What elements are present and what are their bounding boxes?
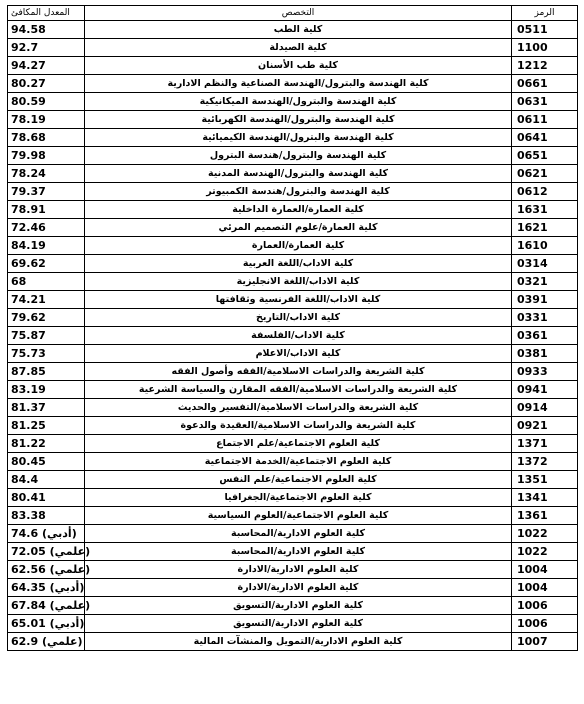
table-row	[8, 291, 578, 309]
cell-code: 0921	[512, 417, 578, 435]
cell-code: 0661	[512, 75, 578, 93]
cell-average: 84.19	[8, 237, 85, 255]
cell-average: 78.68	[8, 129, 85, 147]
cell-average: 79.98	[8, 147, 85, 165]
cell-code: 0612	[512, 183, 578, 201]
table-row	[8, 561, 578, 579]
cell-average: 68	[8, 273, 85, 291]
cell-code: 0314	[512, 255, 578, 273]
table-row	[8, 579, 578, 597]
cell-specialization: كلية الشريعة والدراسات الاسلامية/العقيدة والدعوة	[85, 417, 512, 435]
cell-code: 0391	[512, 291, 578, 309]
table-row	[8, 489, 578, 507]
table-row	[8, 273, 578, 291]
cell-specialization: كلية العلوم الادارية/المحاسبة	[85, 543, 512, 561]
cell-specialization: كلية الهندسة والبترول/الهندسة الصناعية والنظم الادارية	[85, 75, 512, 93]
cell-specialization: كلية الاداب/التاريخ	[85, 309, 512, 327]
cell-average: 74.21	[8, 291, 85, 309]
table-row	[8, 417, 578, 435]
cell-average: 94.58	[8, 21, 85, 39]
table-row	[8, 201, 578, 219]
cell-specialization: كلية العلوم الادارية/الادارة	[85, 561, 512, 579]
cell-specialization: كلية الهندسة والبترول/هندسة الكمبيوتر	[85, 183, 512, 201]
cell-specialization: كلية العمارة/العمارة	[85, 237, 512, 255]
cell-specialization: كلية العلوم الاجتماعية/علم الاجتماع	[85, 435, 512, 453]
cell-average: 74.6 (أدبي)	[8, 525, 85, 543]
cell-average: 80.27	[8, 75, 85, 93]
cell-specialization: كلية الشريعة والدراسات الاسلامية/التفسير والحديث	[85, 399, 512, 417]
cell-code: 0933	[512, 363, 578, 381]
cell-code: 0381	[512, 345, 578, 363]
table-row	[8, 597, 578, 615]
table-row	[8, 129, 578, 147]
cell-average: 84.4	[8, 471, 85, 489]
table-row	[8, 165, 578, 183]
cell-average: 80.45	[8, 453, 85, 471]
cell-specialization: كلية الشريعة والدراسات الاسلامية/الفقه وأصول الفقه	[85, 363, 512, 381]
cell-specialization: كلية الهندسة والبترول/الهندسة الميكانيكية	[85, 93, 512, 111]
cell-code: 1004	[512, 579, 578, 597]
cell-specialization: كلية العلوم الاجتماعية/الجغرافيا	[85, 489, 512, 507]
cell-code: 0941	[512, 381, 578, 399]
header-specialization: التخصص	[85, 6, 512, 21]
cell-average: 80.41	[8, 489, 85, 507]
table-row	[8, 39, 578, 57]
table-row	[8, 309, 578, 327]
cell-specialization: كلية الاداب/اللغة الانجليزية	[85, 273, 512, 291]
table-row	[8, 507, 578, 525]
cell-code: 0511	[512, 21, 578, 39]
cell-code: 1022	[512, 525, 578, 543]
cell-specialization: كلية الصيدلة	[85, 39, 512, 57]
table-row	[8, 345, 578, 363]
header-row	[8, 6, 578, 21]
cell-code: 0621	[512, 165, 578, 183]
table-row	[8, 327, 578, 345]
cell-specialization: كلية الطب	[85, 21, 512, 39]
table-row	[8, 57, 578, 75]
cell-specialization: كلية الاداب/الاعلام	[85, 345, 512, 363]
cell-code: 0631	[512, 93, 578, 111]
header-code: الرمز	[512, 6, 578, 21]
cell-average: 81.22	[8, 435, 85, 453]
cell-average: 65.01 (أدبي)	[8, 615, 85, 633]
cell-code: 1361	[512, 507, 578, 525]
table-row	[8, 525, 578, 543]
table-row	[8, 237, 578, 255]
cell-specialization: كلية العلوم الادارية/الادارة	[85, 579, 512, 597]
cell-average: 62.9 (علمي)	[8, 633, 85, 651]
table-row	[8, 363, 578, 381]
cell-average: 62.56 (علمي)	[8, 561, 85, 579]
cell-average: 92.7	[8, 39, 85, 57]
cell-average: 81.25	[8, 417, 85, 435]
cell-code: 1006	[512, 597, 578, 615]
cell-average: 79.62	[8, 309, 85, 327]
table-row	[8, 615, 578, 633]
table-row	[8, 183, 578, 201]
cell-specialization: كلية العمارة/علوم التصميم المرئي	[85, 219, 512, 237]
table-row	[8, 255, 578, 273]
table-row	[8, 543, 578, 561]
cell-average: 94.27	[8, 57, 85, 75]
cell-code: 0361	[512, 327, 578, 345]
cell-code: 1007	[512, 633, 578, 651]
cell-specialization: كلية الشريعة والدراسات الاسلامية/الفقه المقارن والسياسة الشرعية	[85, 381, 512, 399]
cell-code: 0641	[512, 129, 578, 147]
table-row	[8, 471, 578, 489]
cell-specialization: كلية العلوم الاجتماعية/الخدمة الاجتماعية	[85, 453, 512, 471]
cell-average: 78.91	[8, 201, 85, 219]
cell-average: 67.84 (علمي)	[8, 597, 85, 615]
cell-specialization: كلية طب الأسنان	[85, 57, 512, 75]
cell-average: 80.59	[8, 93, 85, 111]
table-row	[8, 75, 578, 93]
cell-average: 81.37	[8, 399, 85, 417]
cell-code: 1610	[512, 237, 578, 255]
table-header	[8, 6, 578, 21]
cell-average: 83.19	[8, 381, 85, 399]
cell-average: 64.35 (أدبي)	[8, 579, 85, 597]
header-average: المعدل المكافئ	[8, 6, 85, 21]
table-row	[8, 219, 578, 237]
table-body	[8, 21, 578, 651]
cell-average: 78.24	[8, 165, 85, 183]
cell-specialization: كلية الهندسة والبترول/الهندسة المدنية	[85, 165, 512, 183]
table-row	[8, 399, 578, 417]
cell-code: 1004	[512, 561, 578, 579]
table-row	[8, 111, 578, 129]
cell-code: 1022	[512, 543, 578, 561]
cell-specialization: كلية العلوم الاجتماعية/العلوم السياسية	[85, 507, 512, 525]
cell-specialization: كلية العلوم الادارية/التسويق	[85, 597, 512, 615]
cell-code: 1371	[512, 435, 578, 453]
cell-code: 1100	[512, 39, 578, 57]
cell-specialization: كلية العلوم الادارية/التسويق	[85, 615, 512, 633]
cell-specialization: كلية الاداب/الفلسفة	[85, 327, 512, 345]
cell-code: 0611	[512, 111, 578, 129]
cell-code: 1631	[512, 201, 578, 219]
table-row	[8, 93, 578, 111]
cell-specialization: كلية الاداب/اللغة العربية	[85, 255, 512, 273]
cell-code: 1341	[512, 489, 578, 507]
cell-average: 72.46	[8, 219, 85, 237]
cell-specialization: كلية العمارة/العمارة الداخلية	[85, 201, 512, 219]
cell-specialization: كلية العلوم الاجتماعية/علم النفس	[85, 471, 512, 489]
cell-average: 87.85	[8, 363, 85, 381]
cell-code: 1621	[512, 219, 578, 237]
cell-code: 1372	[512, 453, 578, 471]
table-row	[8, 453, 578, 471]
cell-specialization: كلية الاداب/اللغة الفرنسية وثقافتها	[85, 291, 512, 309]
table-row	[8, 633, 578, 651]
cell-specialization: كلية الهندسة والبترول/الهندسة الكيميائية	[85, 129, 512, 147]
cell-code: 0914	[512, 399, 578, 417]
cell-code: 0331	[512, 309, 578, 327]
cell-average: 72.05 (علمي)	[8, 543, 85, 561]
table-row	[8, 21, 578, 39]
cell-specialization: كلية الهندسة والبترول/الهندسة الكهربائية	[85, 111, 512, 129]
cell-code: 1351	[512, 471, 578, 489]
cell-code: 1006	[512, 615, 578, 633]
cell-code: 0321	[512, 273, 578, 291]
table-row	[8, 381, 578, 399]
cell-average: 75.73	[8, 345, 85, 363]
cell-code: 1212	[512, 57, 578, 75]
cell-average: 79.37	[8, 183, 85, 201]
cell-specialization: كلية الهندسة والبترول/هندسة البترول	[85, 147, 512, 165]
cell-specialization: كلية العلوم الادارية/المحاسبة	[85, 525, 512, 543]
cell-average: 78.19	[8, 111, 85, 129]
cell-code: 0651	[512, 147, 578, 165]
table-row	[8, 435, 578, 453]
cell-specialization: كلية العلوم الادارية/التمويل والمنشآت المالية	[85, 633, 512, 651]
cell-average: 75.87	[8, 327, 85, 345]
admissions-table	[7, 5, 578, 651]
cell-average: 69.62	[8, 255, 85, 273]
cell-average: 83.38	[8, 507, 85, 525]
table-row	[8, 147, 578, 165]
